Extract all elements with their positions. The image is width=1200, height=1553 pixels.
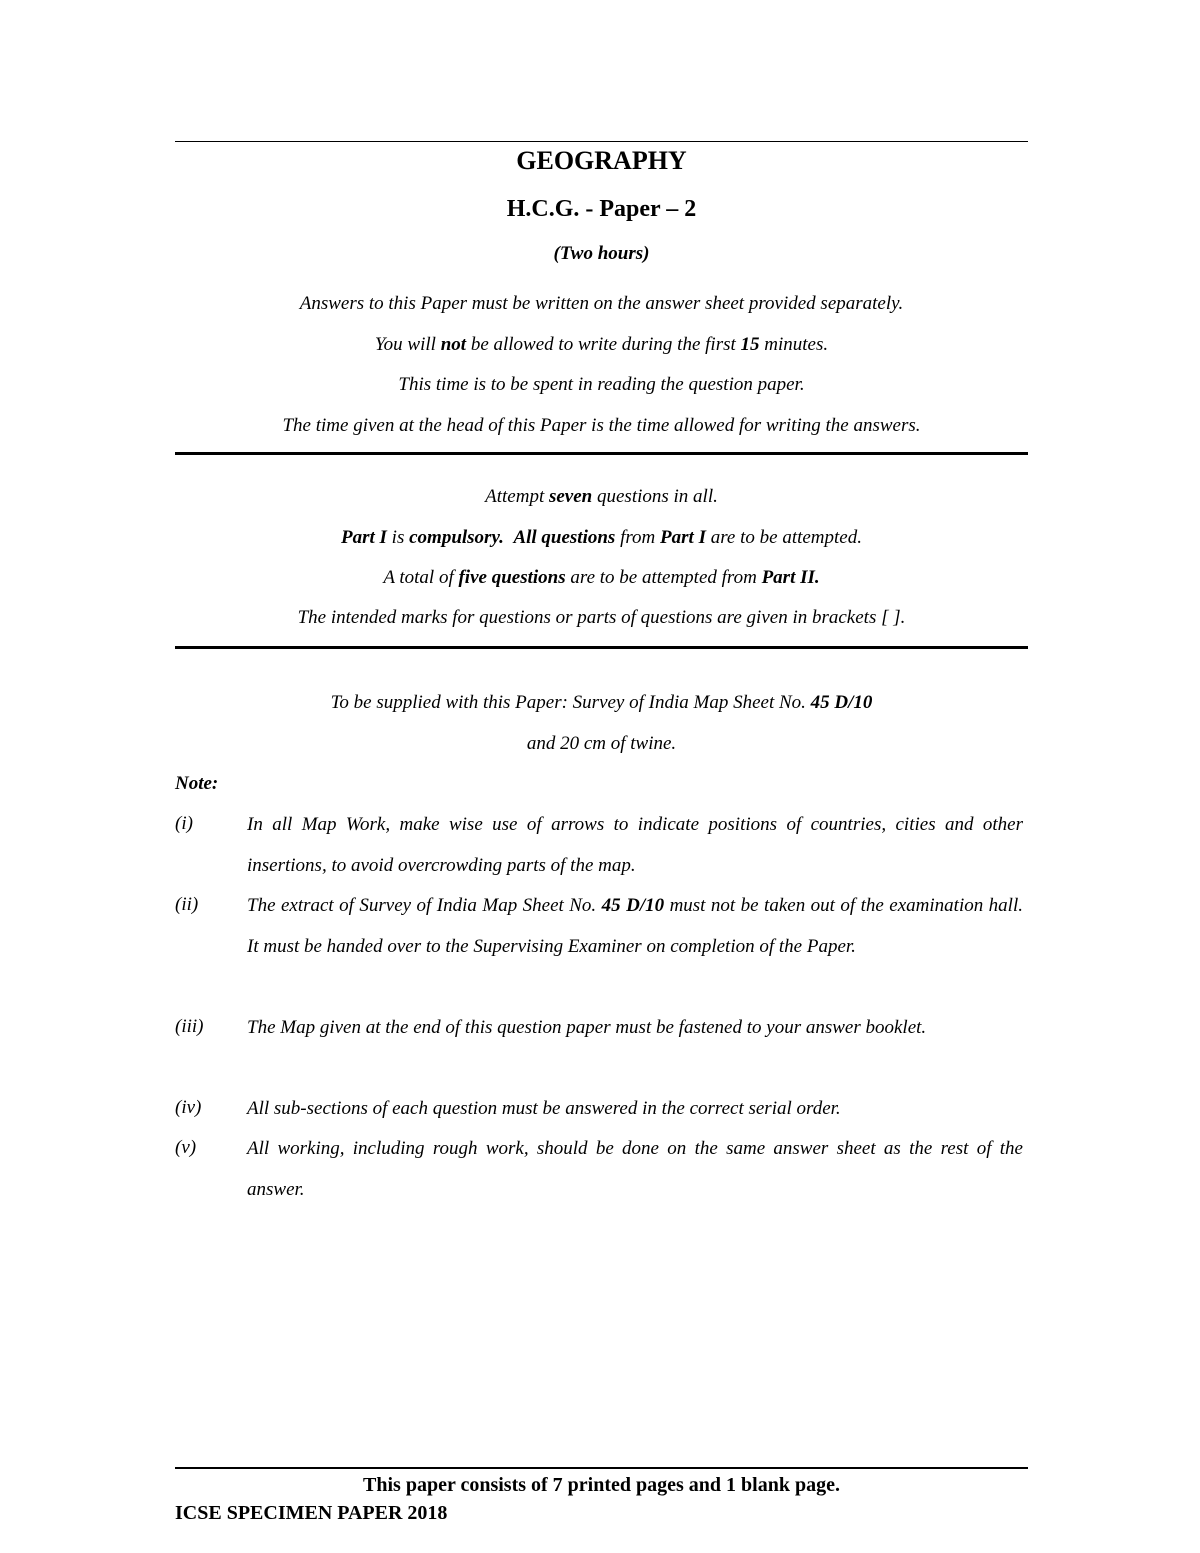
note-label: Note: [175,773,219,794]
note-number: (v) [175,1137,197,1158]
note-number: (ii) [175,894,199,915]
note-text: The extract of Survey of India Map Sheet No. 45 D/10 must not be taken out of the examination hall. It must be handed over to the Supervising Examiner on completion of the Paper. [247,895,1023,957]
footer-divider [175,1467,1028,1469]
supply-line-1: To be supplied with this Paper: Survey of India Map Sheet No. 45 D/10 [330,692,873,713]
attempt-line-3: A total of five questions are to be attempted from Part II. [383,567,820,588]
note-text: In all Map Work, make wise use of arrows to indicate positions of countries, cities and other insertions, to avoid overcrowding parts of the map. [247,814,1023,876]
paper-subtitle: H.C.G. - Paper – 2 [506,196,697,222]
instruction-line-3: This time is to be spent in reading the question paper. [398,374,805,395]
page-count-text: This paper consists of 7 printed pages and 1 blank page. [363,1474,840,1496]
page-title: GEOGRAPHY [516,146,687,175]
divider-1 [175,452,1028,455]
note-text: All sub-sections of each question must be answered in the correct serial order. [247,1098,841,1119]
top-divider [175,141,1028,142]
supply-line-2: and 20 cm of twine. [526,733,677,754]
duration-text: (Two hours) [553,243,650,264]
note-number: (iii) [175,1016,204,1037]
note-text: The Map given at the end of this question paper must be fastened to your answer booklet. [247,1017,927,1038]
paper-name: ICSE SPECIMEN PAPER 2018 [175,1502,448,1524]
attempt-line-4: The intended marks for questions or parts of questions are given in brackets [ ]. [297,607,906,628]
instruction-line-2: You will not be allowed to write during the first 15 minutes. [374,334,829,355]
instruction-line-1: Answers to this Paper must be written on the answer sheet provided separately. [299,293,904,314]
instruction-line-4: The time given at the head of this Paper is the time allowed for writing the answers. [282,415,921,436]
attempt-line-1: Attempt seven questions in all. [485,486,718,507]
note-text: All working, including rough work, should be done on the same answer sheet as the rest of the answer. [247,1138,1023,1200]
note-number: (iv) [175,1097,202,1118]
note-number: (i) [175,813,193,834]
divider-2 [175,646,1028,649]
attempt-line-2: Part I is compulsory. All questions from Part I are to be attempted. [340,527,862,548]
